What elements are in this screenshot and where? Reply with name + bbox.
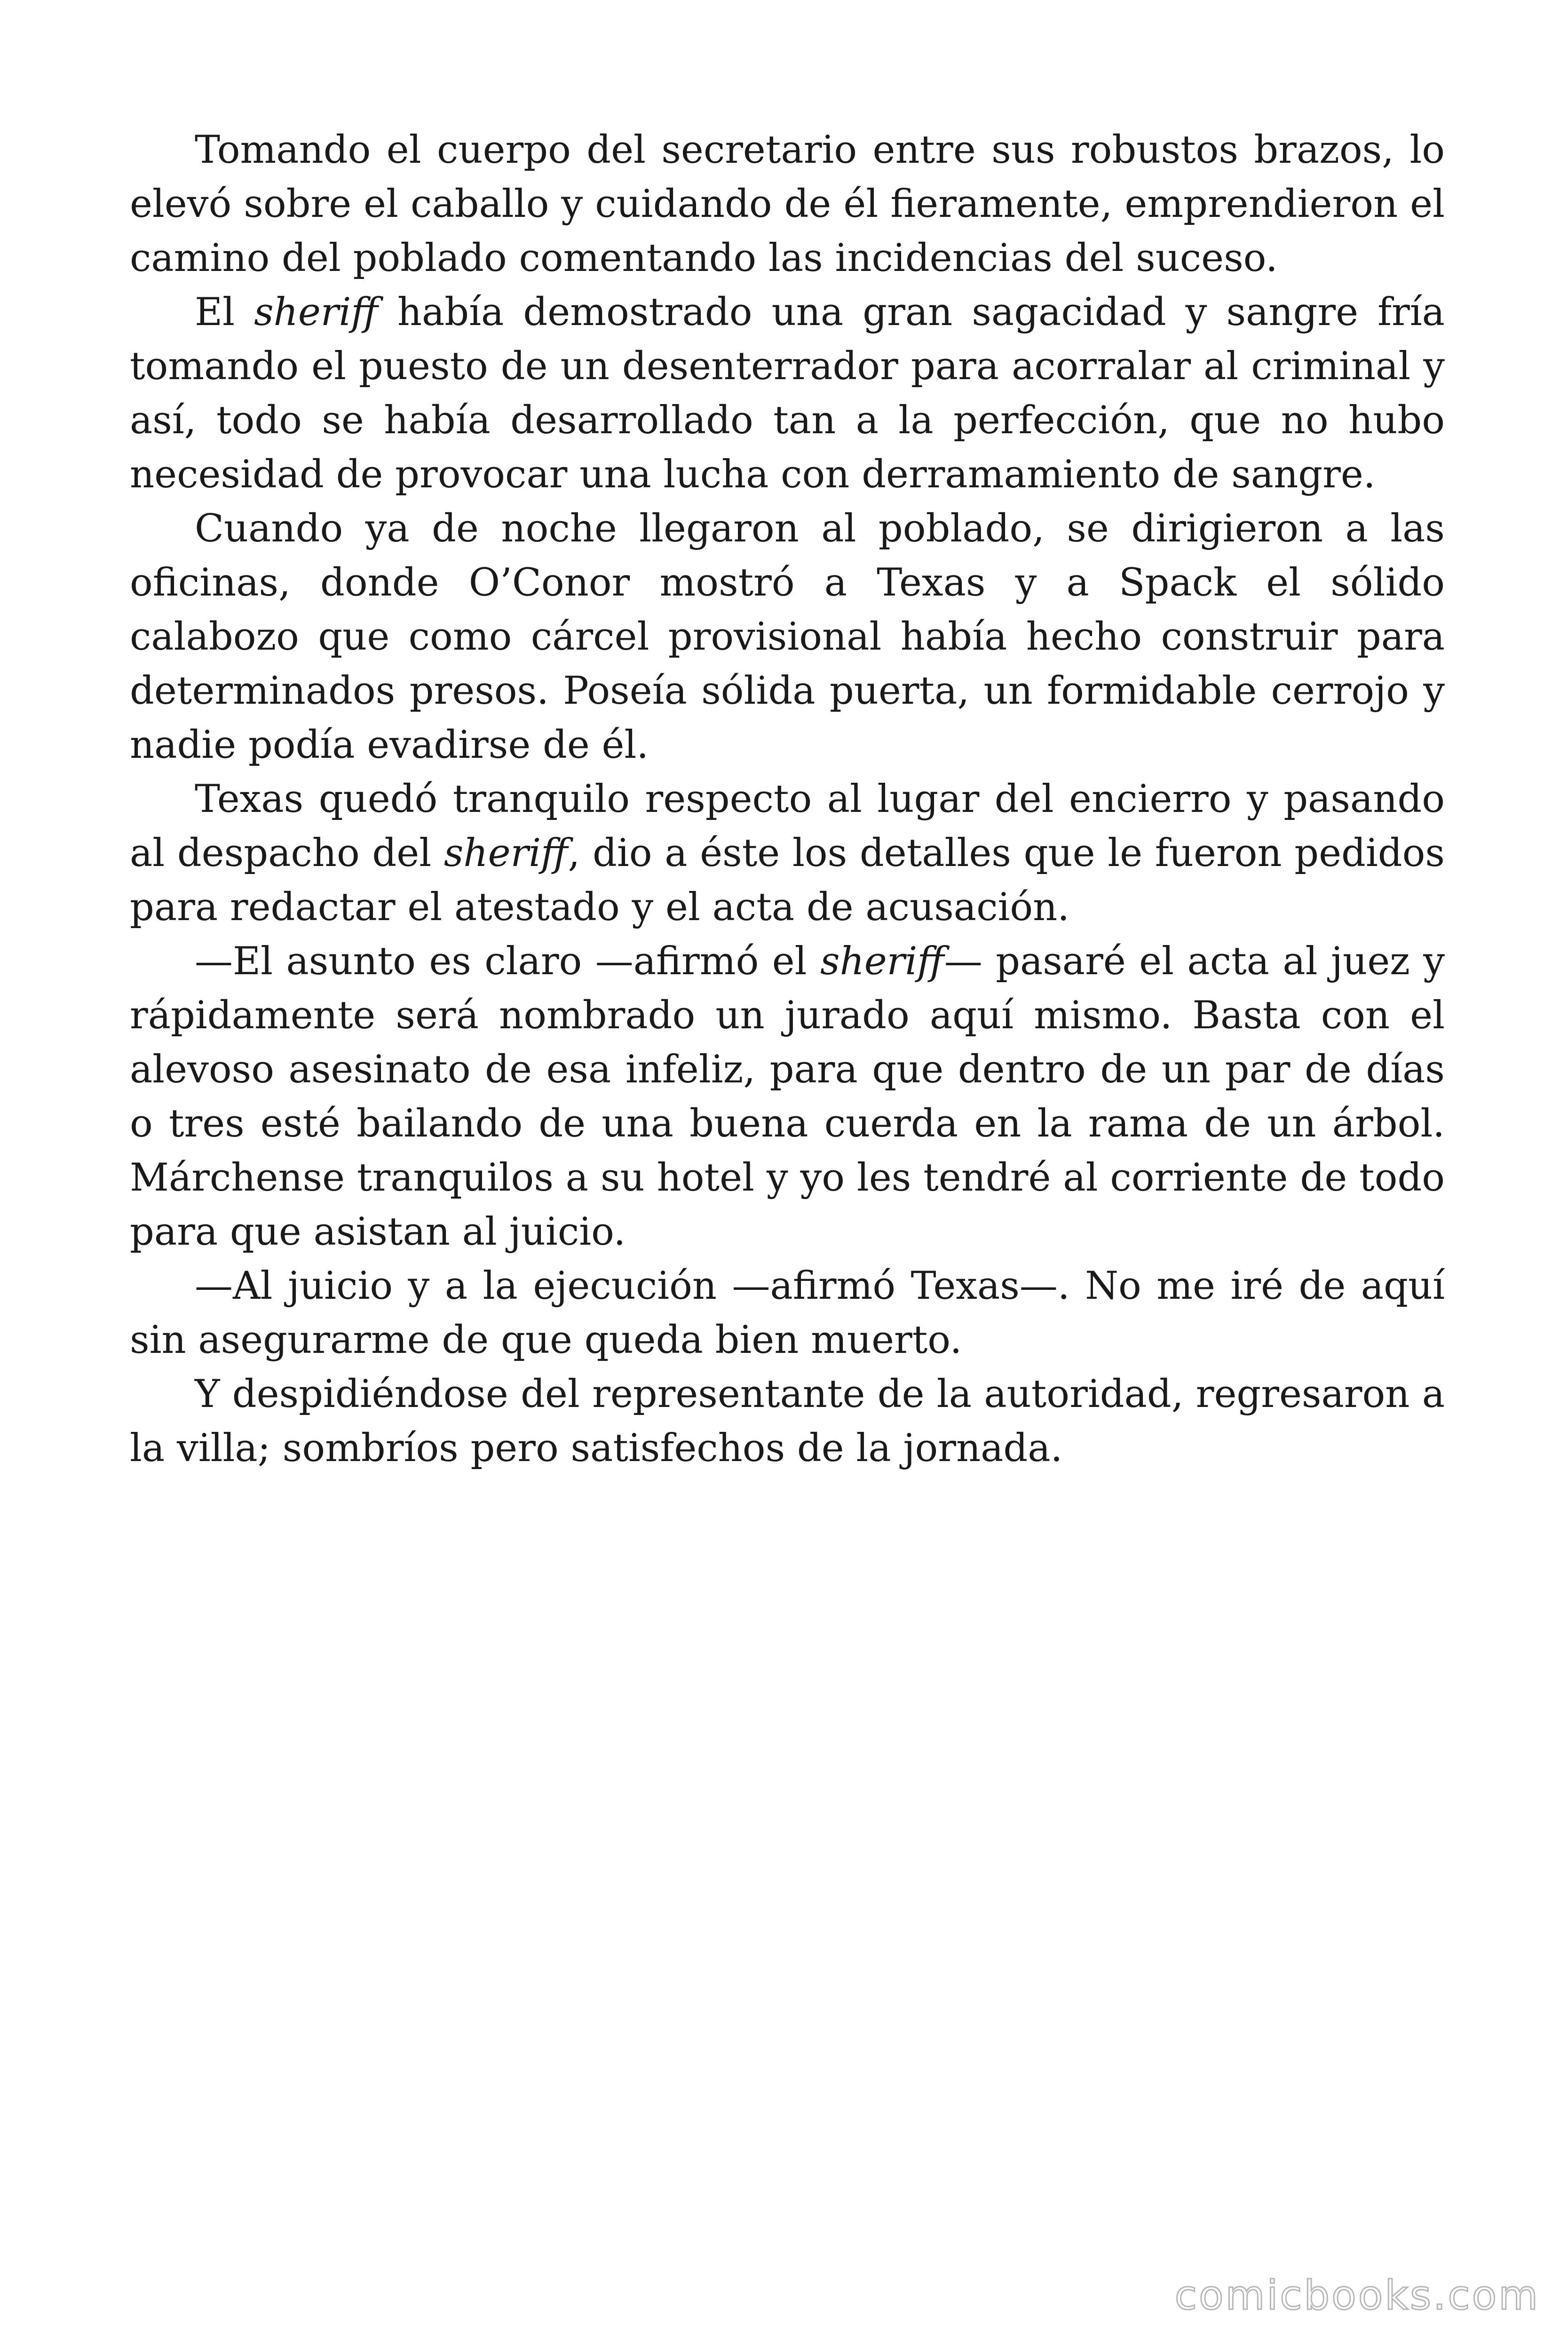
text-run: Y despidiéndose del representante de la autoridad, regresaron a la villa; sombríos pero satisfechos de la jornada. xyxy=(130,1372,1445,1470)
italic-text: sheriff xyxy=(443,831,568,875)
paragraph xyxy=(130,935,1445,1259)
text-run: Cuando ya de noche llegaron al poblado, se dirigieron a las oficinas, donde O’Conor mostró a Texas y a Spack el sólido calabozo que como cárcel provisional había hecho construir para determinados presos. Poseía sólida puerta, un formidable cerrojo y nadie podía evadirse de él. xyxy=(130,507,1445,767)
paragraph xyxy=(130,772,1445,935)
paragraph xyxy=(130,1259,1445,1367)
paragraph xyxy=(130,286,1445,502)
italic-text: sheriff xyxy=(254,290,378,334)
italic-text: sheriff xyxy=(820,939,944,984)
text-run: — pasaré el acta al juez y rápidamente será nombrado un jurado aquí mismo. Basta con el alevoso asesinato de esa infeliz, para que dentro de un par de días o tres esté bailando de una buena cuerda en la rama de un árbol. Márchense tranquilos a su hotel y yo les tendré al corriente de todo para que asistan al juicio. xyxy=(130,939,1445,1254)
text-run: , dio a éste los detalles que le fueron pedidos para redactar el atestado y el acta de acusación. xyxy=(130,831,1445,930)
text-run: había demostrado una gran sagacidad y sangre fría tomando el puesto de un desenterrador para acorralar al criminal y así, todo se había desarrollado tan a la perfección, que no hubo necesidad de provocar una lucha con derramamiento de sangre. xyxy=(130,290,1445,497)
text-run: —El asunto es claro —afirmó el xyxy=(195,939,820,984)
text-run: Texas quedó tranquilo respecto al lugar del encierro y pasando al despacho del xyxy=(130,777,1445,875)
paragraph xyxy=(130,1367,1445,1476)
paragraph xyxy=(130,123,1445,286)
watermark-logo: comicbooks.com xyxy=(1174,2272,1540,2319)
body-text xyxy=(130,123,1445,1476)
text-run: —Al juicio y a la ejecución —afirmó Texas—. No me iré de aquí sin asegurarme de que queda bien muerto. xyxy=(130,1264,1445,1362)
text-run: Tomando el cuerpo del secretario entre sus robustos brazos, lo elevó sobre el caballo y cuidando de él fieramente, emprendieron el camino del poblado comentando las incidencias del suceso. xyxy=(130,128,1445,280)
text-run: El xyxy=(195,290,254,334)
paragraph xyxy=(130,502,1445,772)
